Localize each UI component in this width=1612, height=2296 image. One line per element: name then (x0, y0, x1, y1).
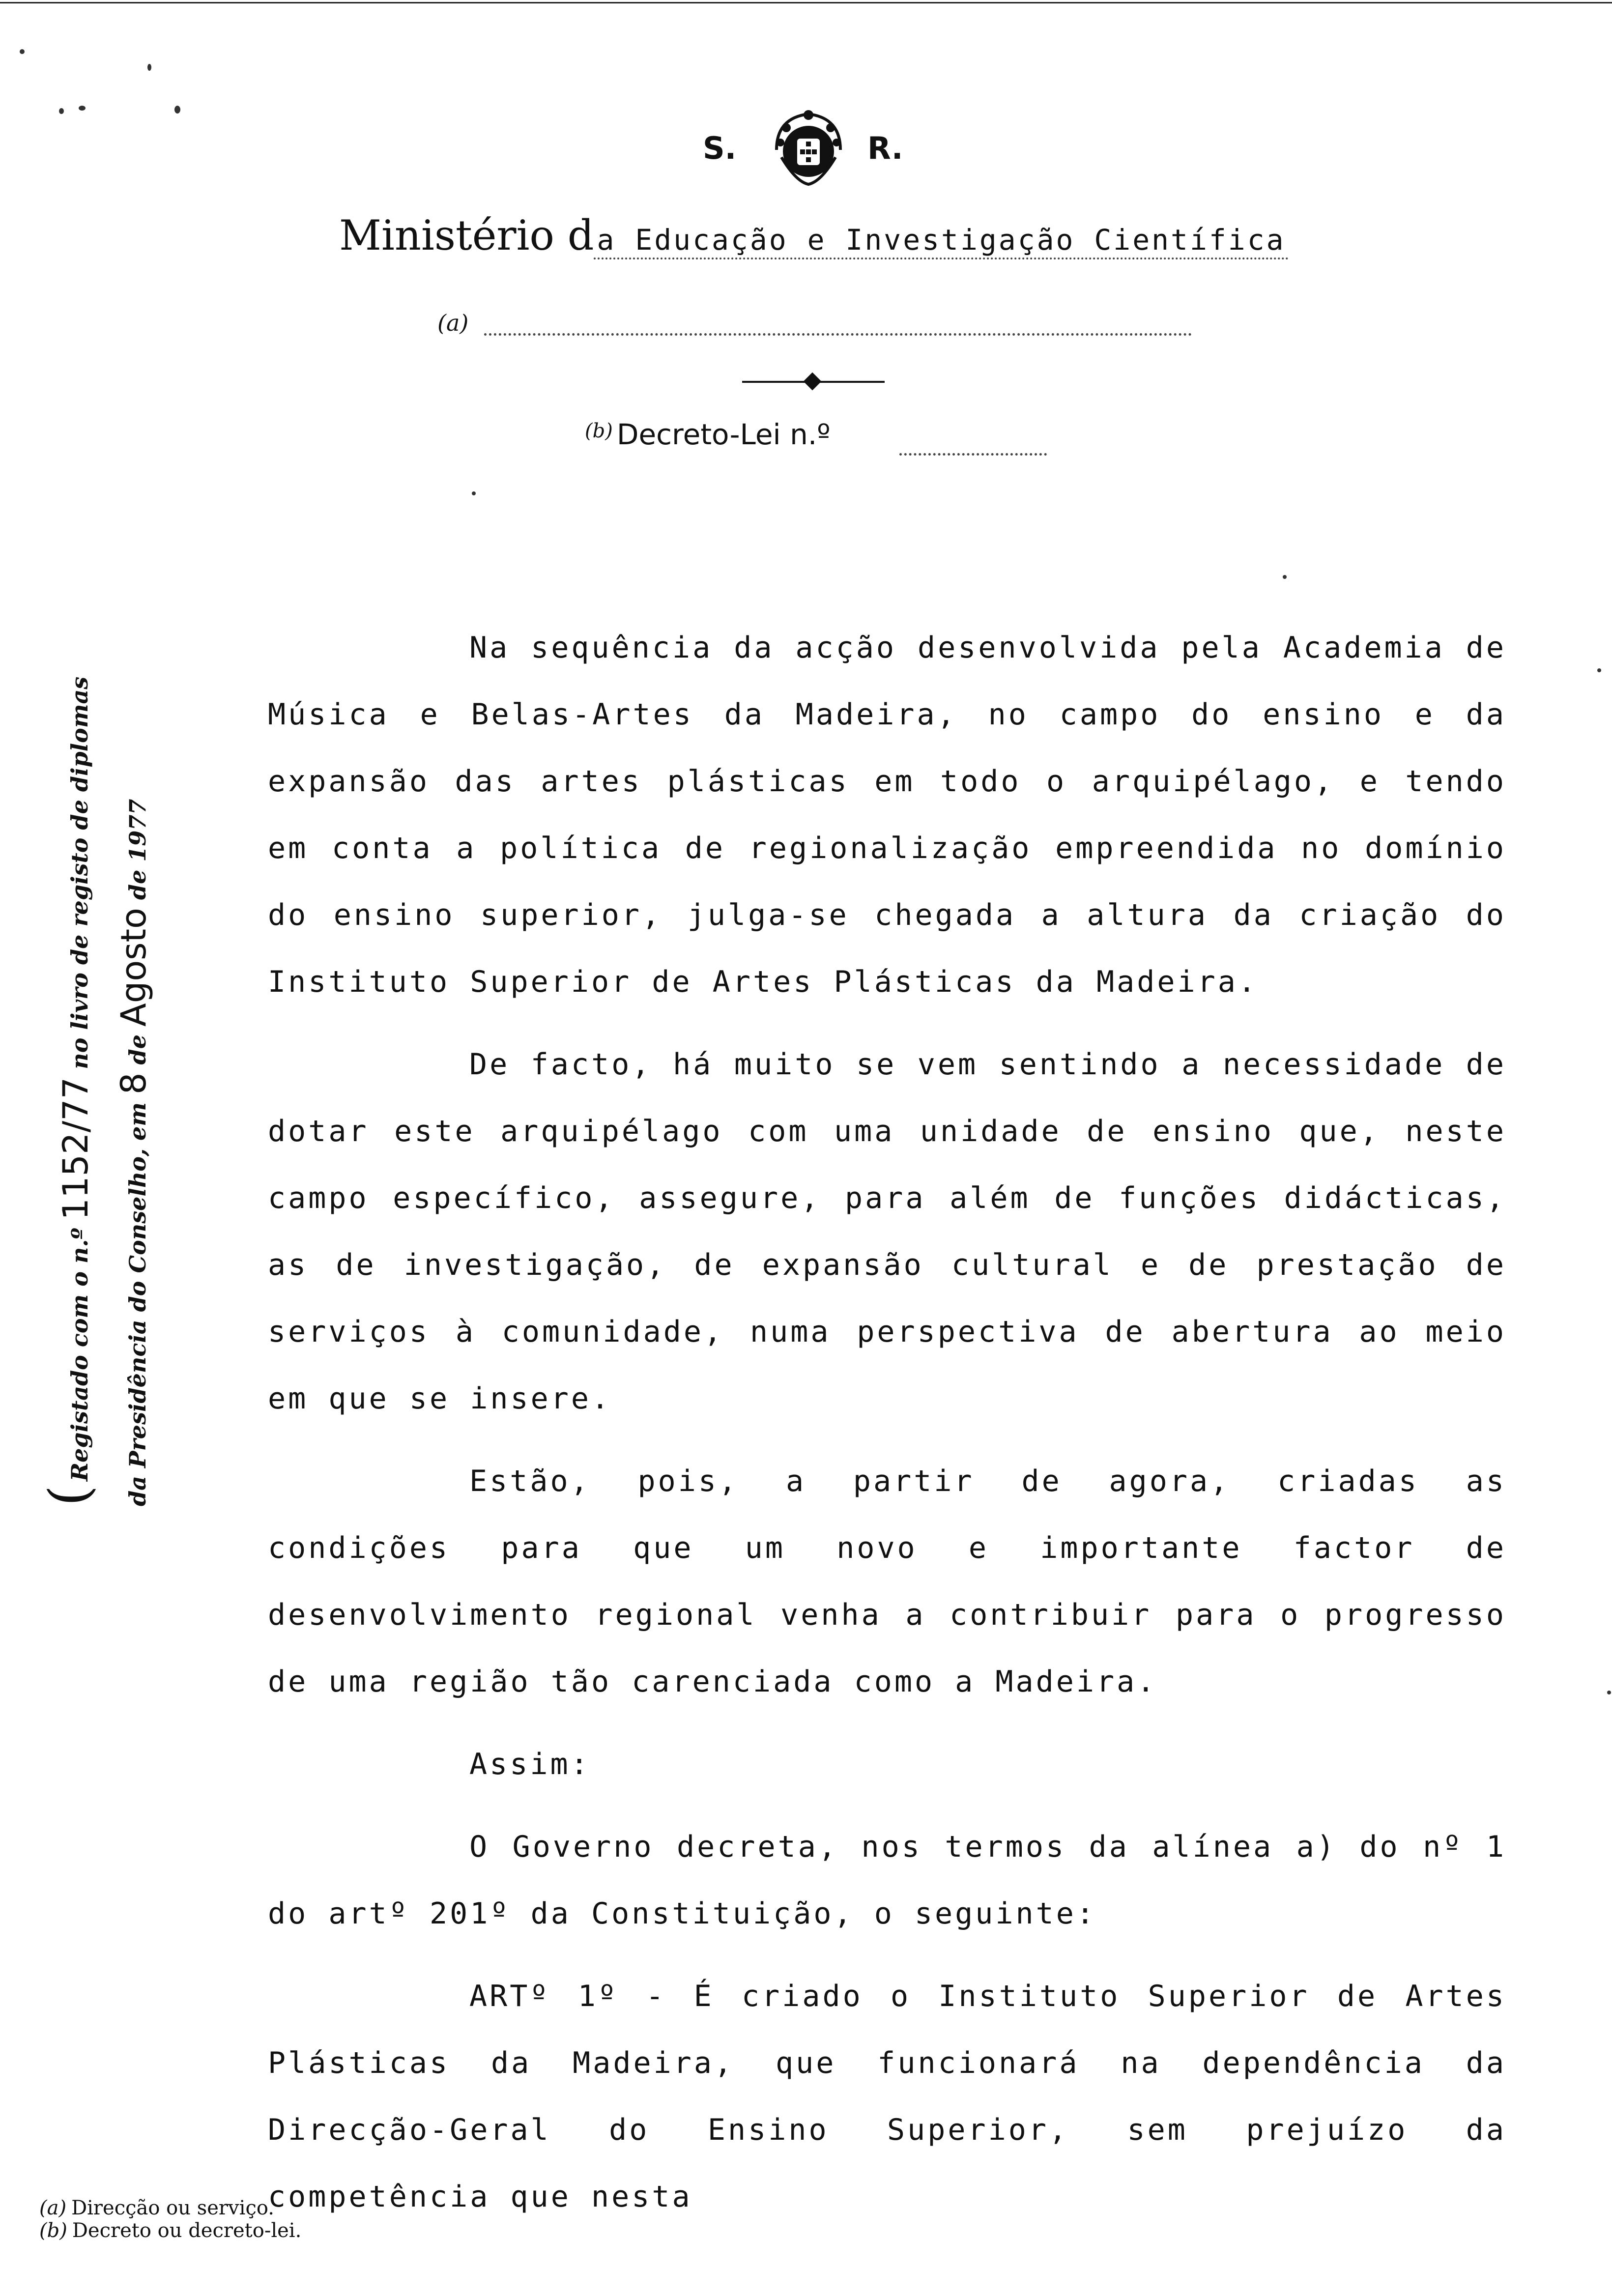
decree-number-field (585, 418, 831, 451)
registration-month: Agosto (114, 908, 154, 1027)
body-paragraph: ARTº 1º - É criado o Instituto Superior de Artes Plásticas da Madeira, que funcionará na dependência da Direcção-Geral do Ensino Superior, sem prejuízo da competência que nesta (268, 1979, 1506, 2214)
field-a-dotted-line (484, 333, 1192, 336)
scan-speck (147, 64, 151, 71)
ministry-title (339, 211, 1289, 259)
decree-label: Decreto-Lei n.º (616, 418, 831, 451)
registration-margin-note (37, 597, 204, 1506)
body-paragraph: De facto, há muito se vem sentindo a necessidade de dotar este arquipélago com uma unidade de ensino que, neste campo específico, assegure, para além de funções didácticas, as de investigação, de expansão cultural e de prestação de serviços à comunidade, numa perspectiva de abertura ao meio em que se insere. (268, 1047, 1506, 1416)
registration-number: 1152/77 (56, 1077, 96, 1220)
divider-diamond-icon (804, 373, 822, 391)
footnote-key: (a) (39, 2197, 67, 2219)
footnote-a (39, 2197, 301, 2219)
scan-speck (1607, 1691, 1611, 1694)
margin-note-text: de 1977 (124, 799, 151, 900)
footnote-b (39, 2219, 301, 2242)
footnote-text: Decreto ou decreto-lei. (72, 2219, 302, 2242)
scan-speck (79, 106, 86, 111)
margin-note-text: Registado com o n.º (66, 1228, 93, 1482)
header-left-mark: S. (703, 130, 737, 166)
margin-note-text: de (124, 1034, 151, 1065)
scan-speck (472, 491, 476, 495)
scan-speck (1597, 668, 1601, 672)
margin-note-text: no livro de registo de diplomas (66, 676, 93, 1069)
decree-body (268, 614, 1506, 2246)
body-paragraph: Na sequência da acção desenvolvida pela Academia de Música e Belas-Artes da Madeira, no campo do ensino e da expansão das artes plásticas em todo o arquipélago, e tendo em conta a política de regionalização empreendida no domínio do ensino superior, julga-se chegada a altura da criação do Instituto Superior de Artes Plásticas da Madeira. (268, 631, 1506, 999)
scan-speck (1283, 575, 1287, 579)
header-right-mark: R. (867, 130, 903, 166)
body-paragraph: Estão, pois, a partir de agora, criadas as condições para que um novo e importante factor de desenvolvimento regional venha a contribuir para o progresso de uma região tão carenciada como a Madeira. (268, 1464, 1506, 1699)
margin-bracket-icon: ( (37, 1485, 100, 1506)
body-paragraph: Assim: (469, 1747, 591, 1781)
margin-note-text: da Presidência do Conselho, em (124, 1102, 151, 1506)
decree-number-dotted-line (899, 453, 1047, 456)
top-edge-rule (0, 2, 1612, 3)
footnote-text: Direcção ou serviço. (71, 2197, 274, 2219)
scan-speck (20, 49, 25, 54)
footnotes (39, 2197, 301, 2242)
ministry-prefix: Ministério d (339, 211, 594, 259)
margin-note-line-2 (107, 597, 165, 1506)
registration-day: 8 (114, 1072, 154, 1095)
field-a-label: (a) (437, 310, 469, 336)
decree-footnote-marker: (b) (585, 420, 613, 442)
footnote-key: (b) (39, 2219, 67, 2242)
ministry-department: a Educação e Investigação Científica (594, 223, 1288, 259)
scan-speck (174, 106, 180, 114)
body-paragraph: O Governo decreta, nos termos da alínea a) do nº 1 do artº 201º da Constituição, o seguinte: (268, 1830, 1506, 1931)
scan-speck (59, 108, 64, 114)
margin-note-line-1 (37, 597, 107, 1506)
republic-coat-of-arms-icon (767, 108, 850, 192)
